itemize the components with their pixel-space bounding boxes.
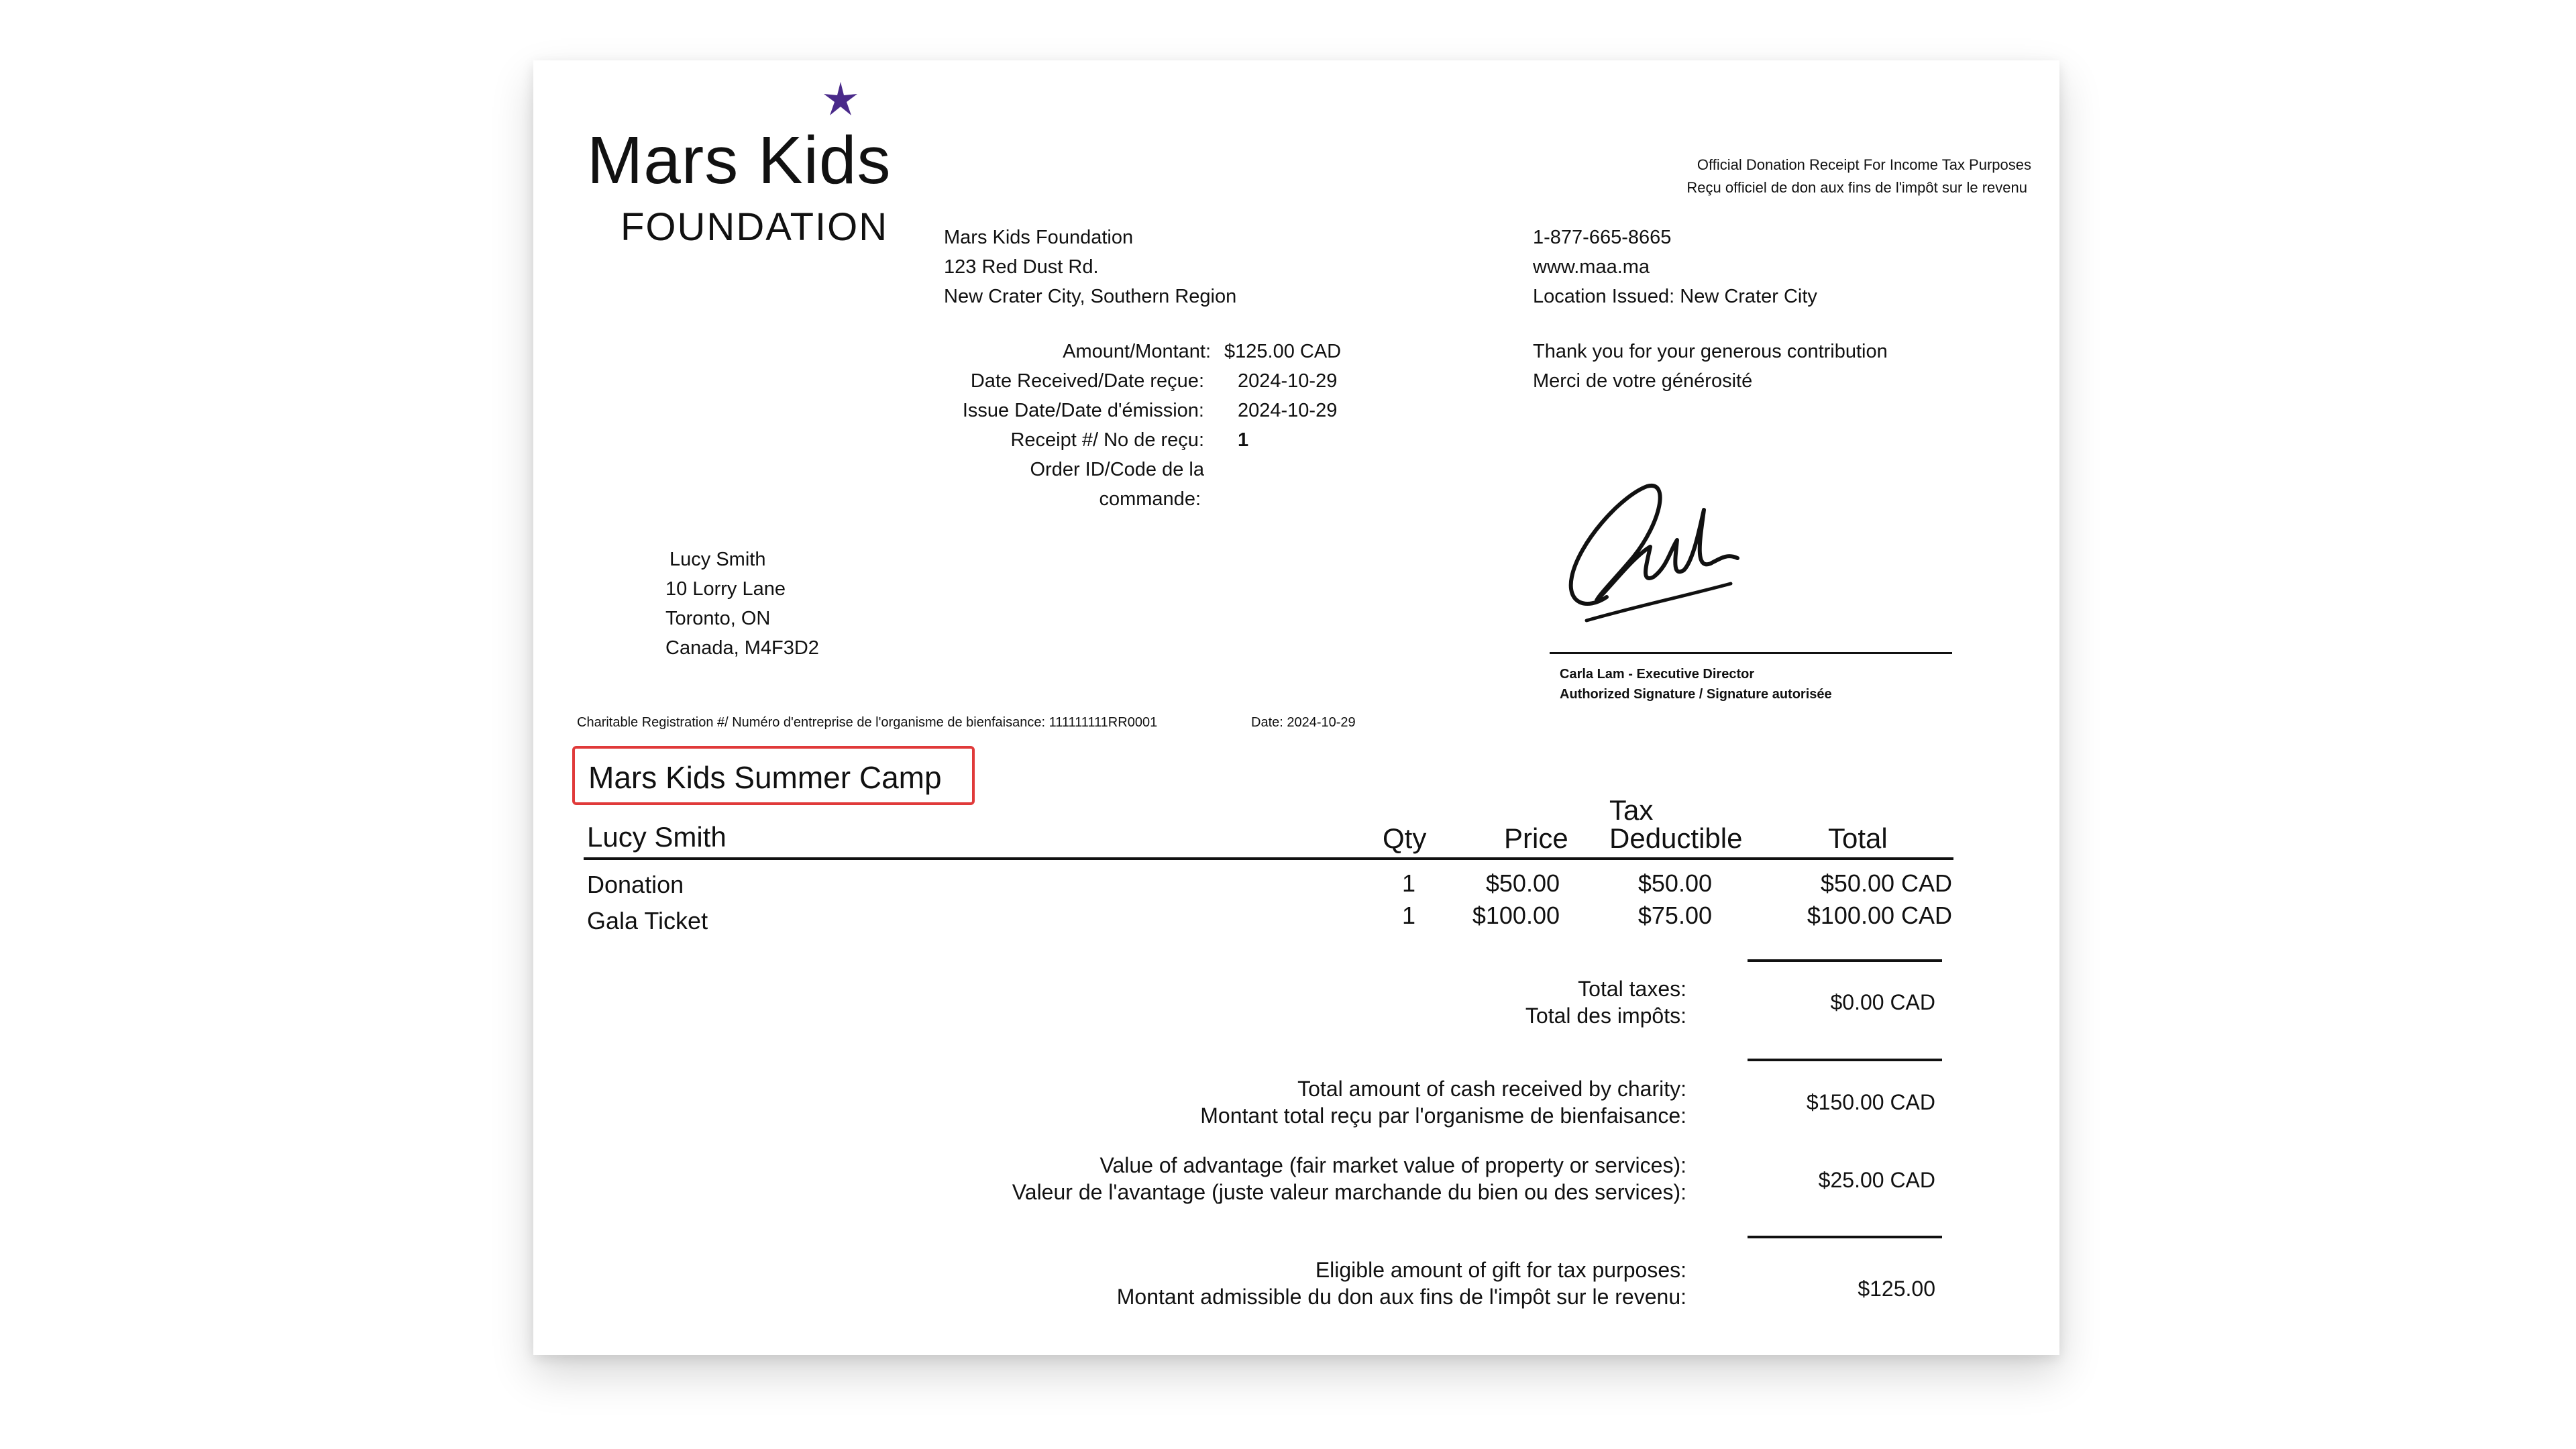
row-qty: 1 <box>1402 902 1416 929</box>
cash-received-value: $150.00 CAD <box>1806 1090 1935 1114</box>
donor-city: Toronto, ON <box>665 608 771 629</box>
row-tax-deductible: $75.00 <box>1638 902 1712 929</box>
row-total: $100.00 CAD <box>1807 902 1952 929</box>
row-tax-deductible: $50.00 <box>1638 869 1712 897</box>
logo-subtitle: FOUNDATION <box>621 205 889 249</box>
summary-rule <box>1748 959 1942 962</box>
summary-rule <box>1748 1059 1942 1061</box>
date-received-label: Date Received/Date reçue: <box>970 370 1204 392</box>
advantage-label-fr: Valeur de l'avantage (juste valeur marchande du bien ou des services): <box>1012 1180 1686 1204</box>
signature-image <box>1560 476 1761 637</box>
org-phone: 1-877-665-8665 <box>1533 227 1672 248</box>
order-id-label-line2: commande: <box>1099 488 1201 510</box>
total-taxes-value: $0.00 CAD <box>1830 990 1935 1014</box>
star-icon <box>820 79 861 119</box>
table-donor-name: Lucy Smith <box>587 821 727 853</box>
col-header-price: Price <box>1504 822 1568 854</box>
table-header-rule <box>584 857 1953 860</box>
amount-label: Amount/Montant: <box>1063 341 1211 362</box>
total-taxes-label-fr: Total des impôts: <box>1525 1004 1686 1028</box>
org-name: Mars Kids Foundation <box>944 227 1134 248</box>
row-total: $50.00 CAD <box>1820 869 1952 897</box>
date-received-value: 2024-10-29 <box>1238 370 1338 392</box>
receipt-page <box>533 60 2059 1355</box>
signatory-name: Carla Lam - Executive Director <box>1560 667 1755 682</box>
advantage-label-en: Value of advantage (fair market value of property or services): <box>1099 1153 1686 1177</box>
signature-caption: Authorized Signature / Signature autorisée <box>1560 687 1832 702</box>
logo-title: Mars Kids <box>587 123 892 198</box>
row-price: $100.00 <box>1472 902 1560 929</box>
total-taxes-label-en: Total taxes: <box>1578 977 1686 1001</box>
order-id-label-line1: Order ID/Code de la <box>1030 459 1204 480</box>
col-header-total: Total <box>1828 822 1888 854</box>
summary-rule <box>1748 1236 1942 1238</box>
thanks-fr: Merci de votre générosité <box>1533 370 1753 392</box>
cash-received-label-en: Total amount of cash received by charity: <box>1297 1077 1686 1101</box>
eligible-amount-value: $125.00 <box>1858 1277 1935 1301</box>
row-qty: 1 <box>1402 869 1416 897</box>
org-city: New Crater City, Southern Region <box>944 286 1237 307</box>
donor-name: Lucy Smith <box>669 549 766 570</box>
eligible-amount-label-en: Eligible amount of gift for tax purposes: <box>1315 1258 1686 1282</box>
org-street: 123 Red Dust Rd. <box>944 256 1099 278</box>
amount-value: $125.00 CAD <box>1224 341 1342 362</box>
donor-street: 10 Lorry Lane <box>665 578 786 600</box>
row-item: Donation <box>587 871 684 898</box>
receipt-heading-fr: Reçu officiel de don aux fins de l'impôt sur le revenu <box>1686 179 2027 196</box>
issue-date-value: 2024-10-29 <box>1238 400 1338 421</box>
registration-date: Date: 2024-10-29 <box>1251 715 1356 730</box>
event-title-highlight <box>572 746 975 805</box>
thanks-en: Thank you for your generous contribution <box>1533 341 1888 362</box>
row-price: $50.00 <box>1485 869 1560 897</box>
event-title: Mars Kids Summer Camp <box>588 760 942 795</box>
donor-country: Canada, M4F3D2 <box>665 637 819 659</box>
issue-date-label: Issue Date/Date d'émission: <box>962 400 1204 421</box>
col-header-tax: Tax <box>1609 794 1654 826</box>
row-item: Gala Ticket <box>587 907 708 934</box>
org-location: Location Issued: New Crater City <box>1533 286 1817 307</box>
signature-line <box>1550 652 1952 654</box>
cash-received-label-fr: Montant total reçu par l'organisme de bienfaisance: <box>1200 1104 1686 1128</box>
col-header-deductible: Deductible <box>1609 822 1743 854</box>
receipt-number-label: Receipt #/ No de reçu: <box>1010 429 1204 451</box>
receipt-number-value: 1 <box>1238 429 1249 451</box>
col-header-qty: Qty <box>1383 822 1427 854</box>
eligible-amount-label-fr: Montant admissible du don aux fins de l'impôt sur le revenu: <box>1116 1285 1686 1309</box>
org-website: www.maa.ma <box>1533 256 1650 278</box>
advantage-value: $25.00 CAD <box>1818 1168 1935 1192</box>
receipt-heading-en: Official Donation Receipt For Income Tax Purposes <box>1697 156 2031 173</box>
charity-registration: Charitable Registration #/ Numéro d'entreprise de l'organisme de bienfaisance: 111111111RR0001 <box>577 715 1158 730</box>
